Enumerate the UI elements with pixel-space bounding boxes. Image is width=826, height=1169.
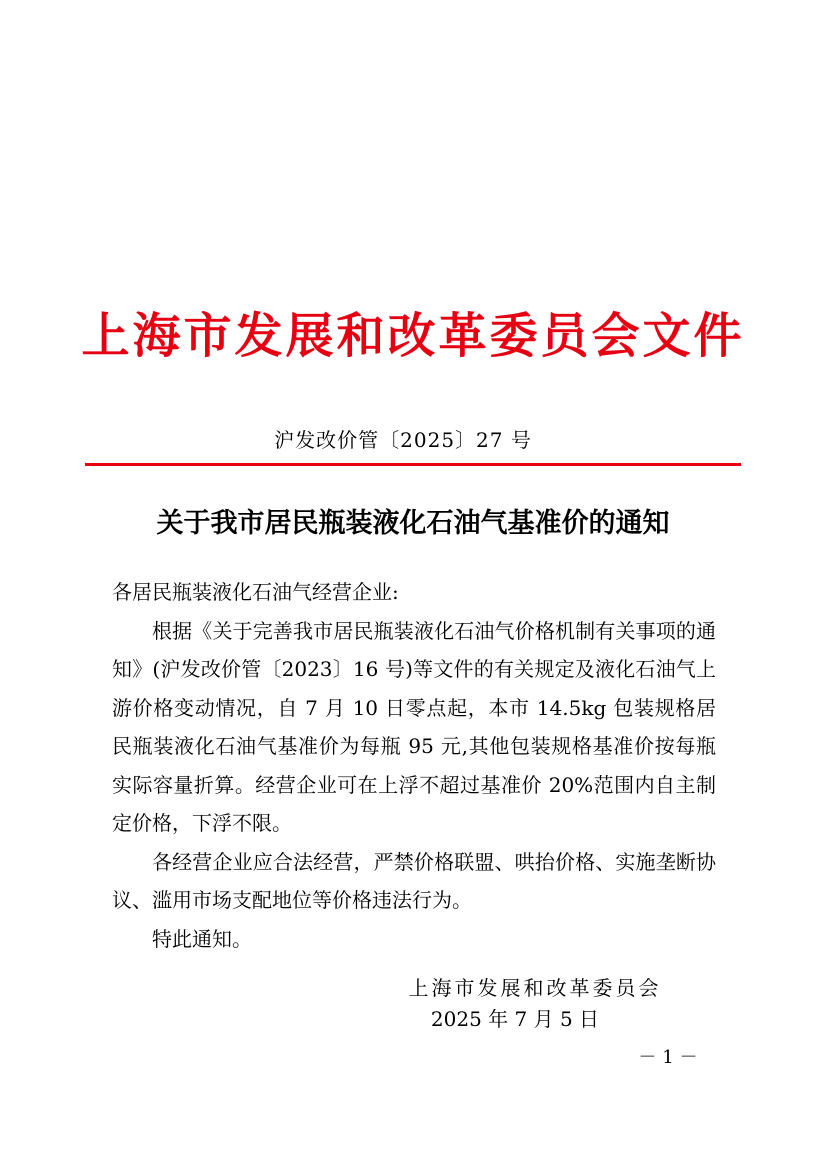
document-number: 沪发改价管〔2025〕27 号 [274,428,532,452]
document-title: 关于我市居民瓶装液化石油气基准价的通知 [156,508,670,539]
page-number: － 1 － [638,1047,698,1068]
salutation: 各居民瓶装液化石油气经营企业: [112,580,399,604]
issue-date: 2025 年 7 月 5 日 [430,1007,600,1031]
org-masthead: 上海市发展和改革委员会文件 [81,308,745,364]
document-body [112,573,716,958]
body-paragraph: 各经营企业应合法经营，严禁价格联盟、哄抬价格、实施垄断协议、滥用市场支配地位等价格违法行为。 [112,849,716,912]
issuer-signature: 上海市发展和改革委员会 [408,976,662,1000]
closing-line: 特此通知。 [152,926,252,951]
body-paragraph: 根据《关于完善我市居民瓶装液化石油气价格机制有关事项的通知》(沪发改价管〔2023〕16 号)等文件的有关规定及液化石油气上游价格变动情况，自 7 月 10 日零点起，本市 14.5kg 包装规格居民瓶装液化石油气基准价为每瓶 95 元,其他包装规格基准价按每瓶实际容量折算。经营企业可在上浮不超过基准价 20%范围内自主制定价格，下浮不限。 [112,618,716,835]
red-divider [85,463,741,466]
